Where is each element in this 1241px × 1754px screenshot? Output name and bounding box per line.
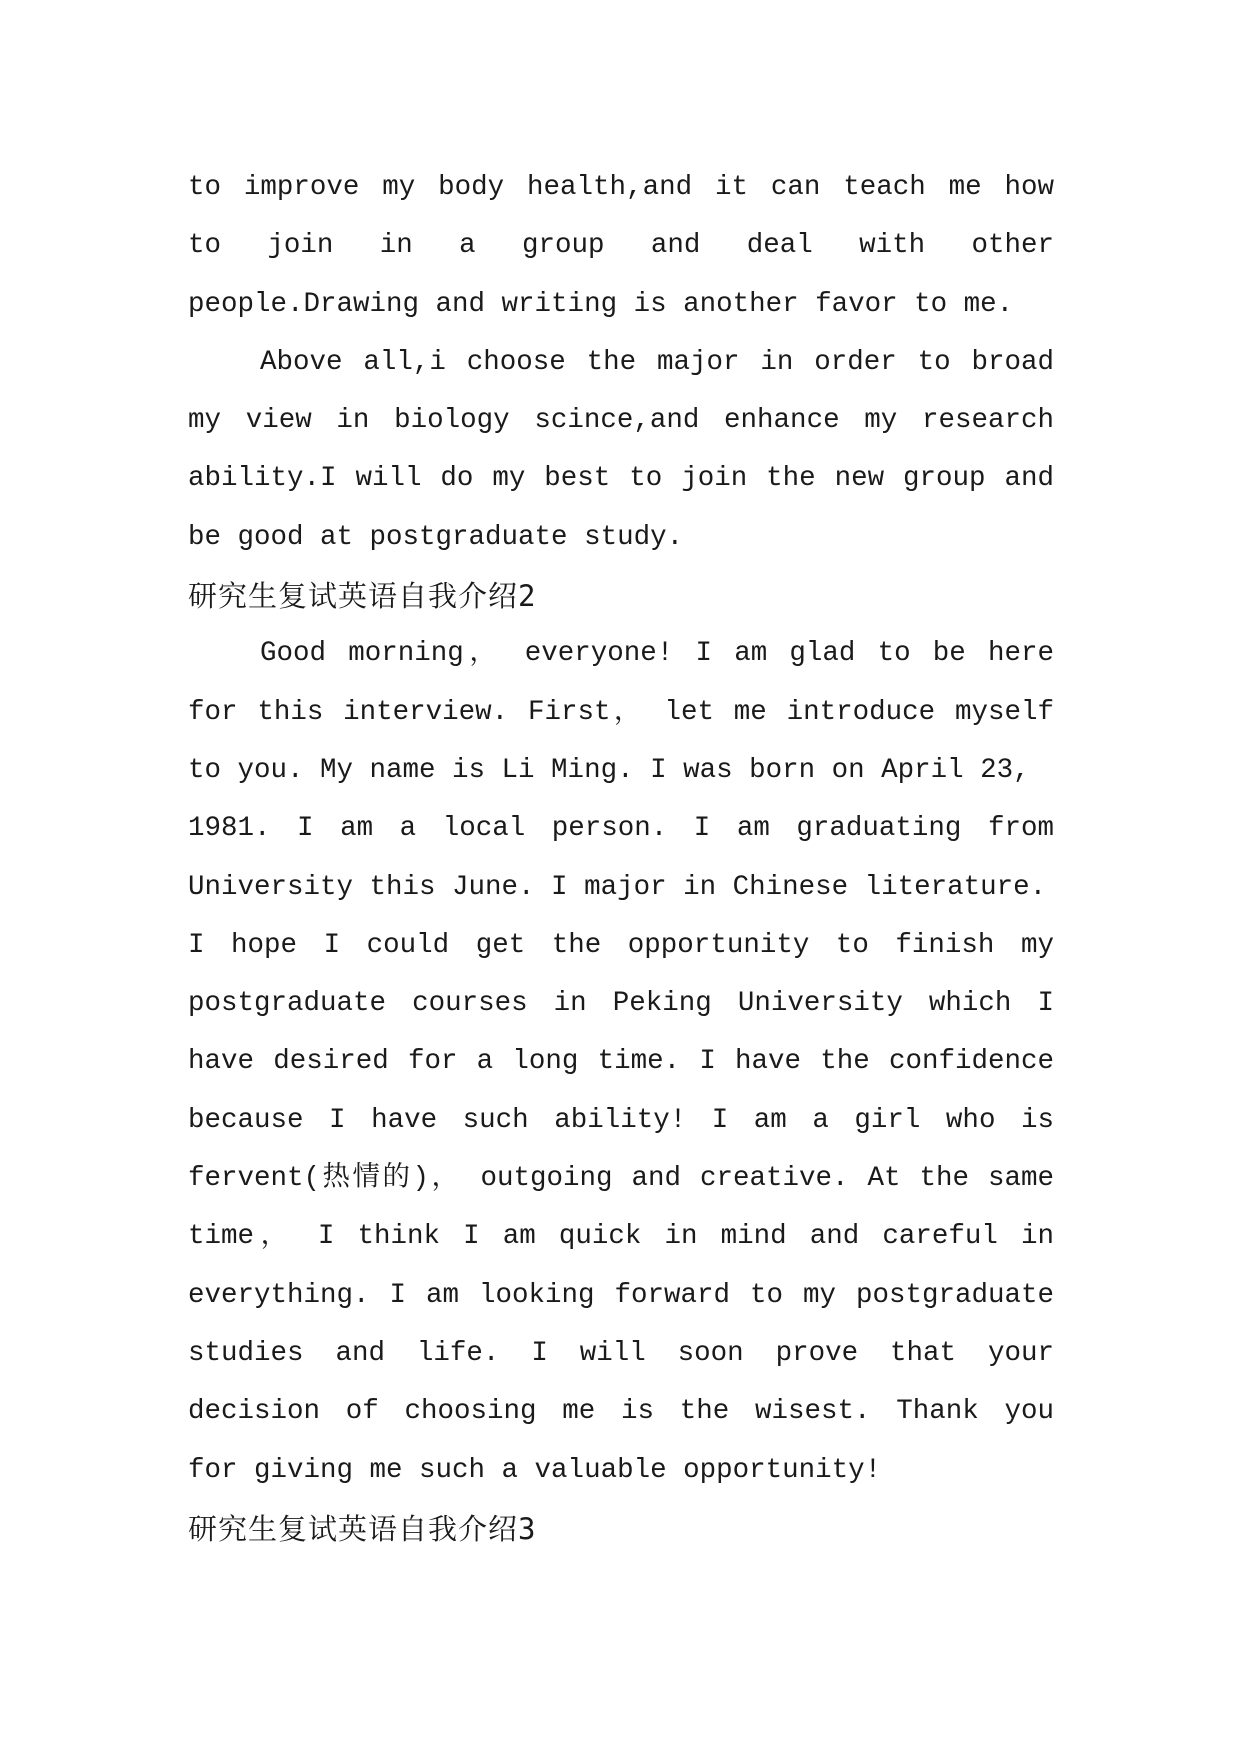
paragraph-line: for this interview. First， let me introduce myself: [188, 696, 1054, 728]
paragraph-line: Good morning， everyone! I am glad to be here: [260, 638, 1054, 670]
paragraph-line: because I have such ability! I am a girl who is: [188, 1104, 1054, 1136]
paragraph-1: [188, 159, 1054, 334]
paragraph-line: Above all,i choose the major in order to broad: [260, 346, 1054, 378]
paragraph-3: [188, 625, 1054, 1499]
paragraph-line: to join in a group and deal with other: [188, 230, 1054, 262]
paragraph-line: fervent(热情的)， outgoing and creative. At the same: [188, 1163, 1054, 1195]
paragraph-line: for giving me such a valuable opportunity!: [188, 1454, 882, 1486]
paragraph-line: postgraduate courses in Peking University which I: [188, 988, 1054, 1020]
section-heading-2: 研究生复试英语自我介绍2: [188, 579, 537, 614]
paragraph-line: ability.I will do my best to join the new group and: [188, 463, 1054, 495]
document-body: [188, 159, 1054, 1558]
paragraph-line: University this June. I major in Chinese literature.: [188, 871, 1047, 903]
paragraph-line: studies and life. I will soon prove that your: [188, 1337, 1054, 1369]
paragraph-line: to you. My name is Li Ming. I was born on April 23,: [188, 754, 1030, 786]
paragraph-line: people.Drawing and writing is another favor to me.: [188, 288, 1014, 320]
paragraph-line: time， I think I am quick in mind and careful in: [188, 1221, 1054, 1253]
paragraph-line: to improve my body health,and it can teach me how: [188, 172, 1054, 203]
paragraph-line: my view in biology scince,and enhance my research: [188, 405, 1054, 437]
paragraph-line: have desired for a long time. I have the confidence: [188, 1046, 1054, 1078]
paragraph-line: I hope I could get the opportunity to finish my: [188, 929, 1054, 961]
section-heading-3: 研究生复试英语自我介绍3: [188, 1511, 537, 1546]
paragraph-2: [188, 334, 1054, 567]
paragraph-line: decision of choosing me is the wisest. Thank you: [188, 1396, 1054, 1428]
paragraph-line: be good at postgraduate study.: [188, 521, 684, 553]
paragraph-line: 1981. I am a local person. I am graduating from: [188, 813, 1054, 845]
paragraph-line: everything. I am looking forward to my postgraduate: [188, 1279, 1054, 1311]
